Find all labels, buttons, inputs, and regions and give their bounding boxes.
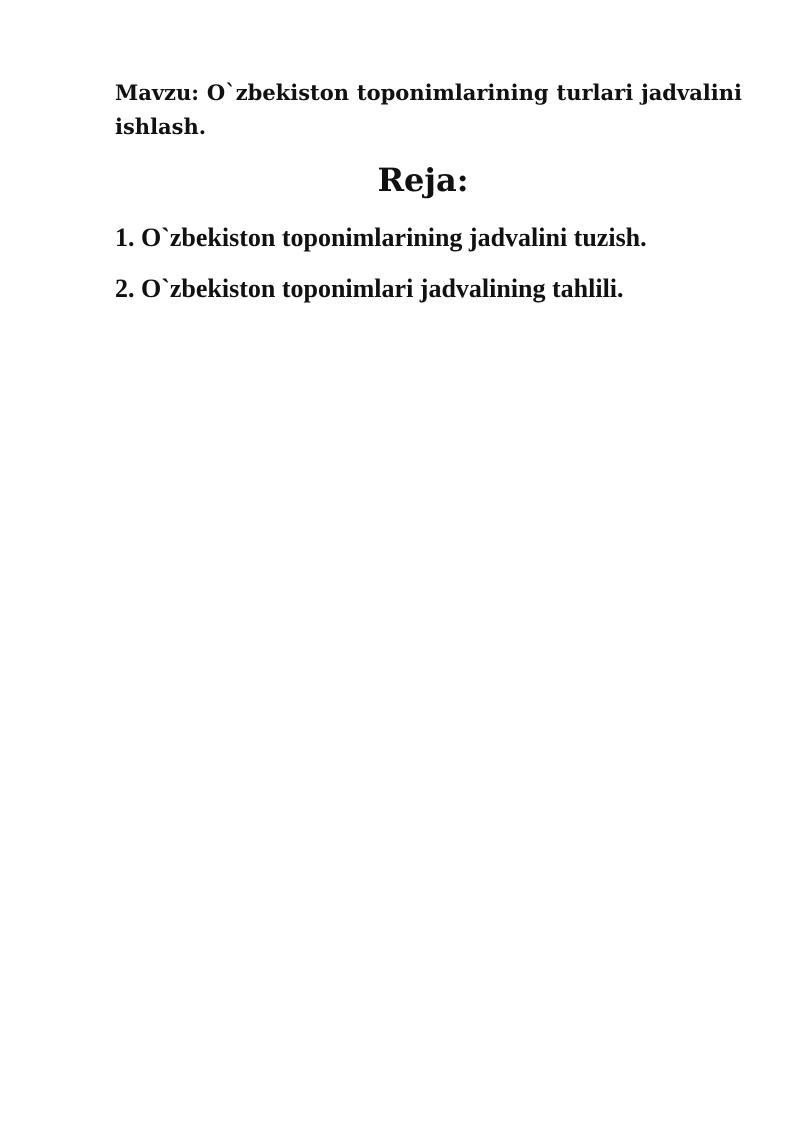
plan-item-1: 1. O`zbekiston toponimlarining jadvalini tuzish. xyxy=(115,223,647,252)
plan-heading: Reja: xyxy=(377,161,469,199)
plan-item-2: 2. O`zbekiston toponimlari jadvalining tahlili. xyxy=(115,274,624,303)
topic-line: Mavzu: O`zbekiston toponimlarining turlari jadvalini ishlash. xyxy=(115,80,742,139)
plan-list xyxy=(115,219,775,321)
